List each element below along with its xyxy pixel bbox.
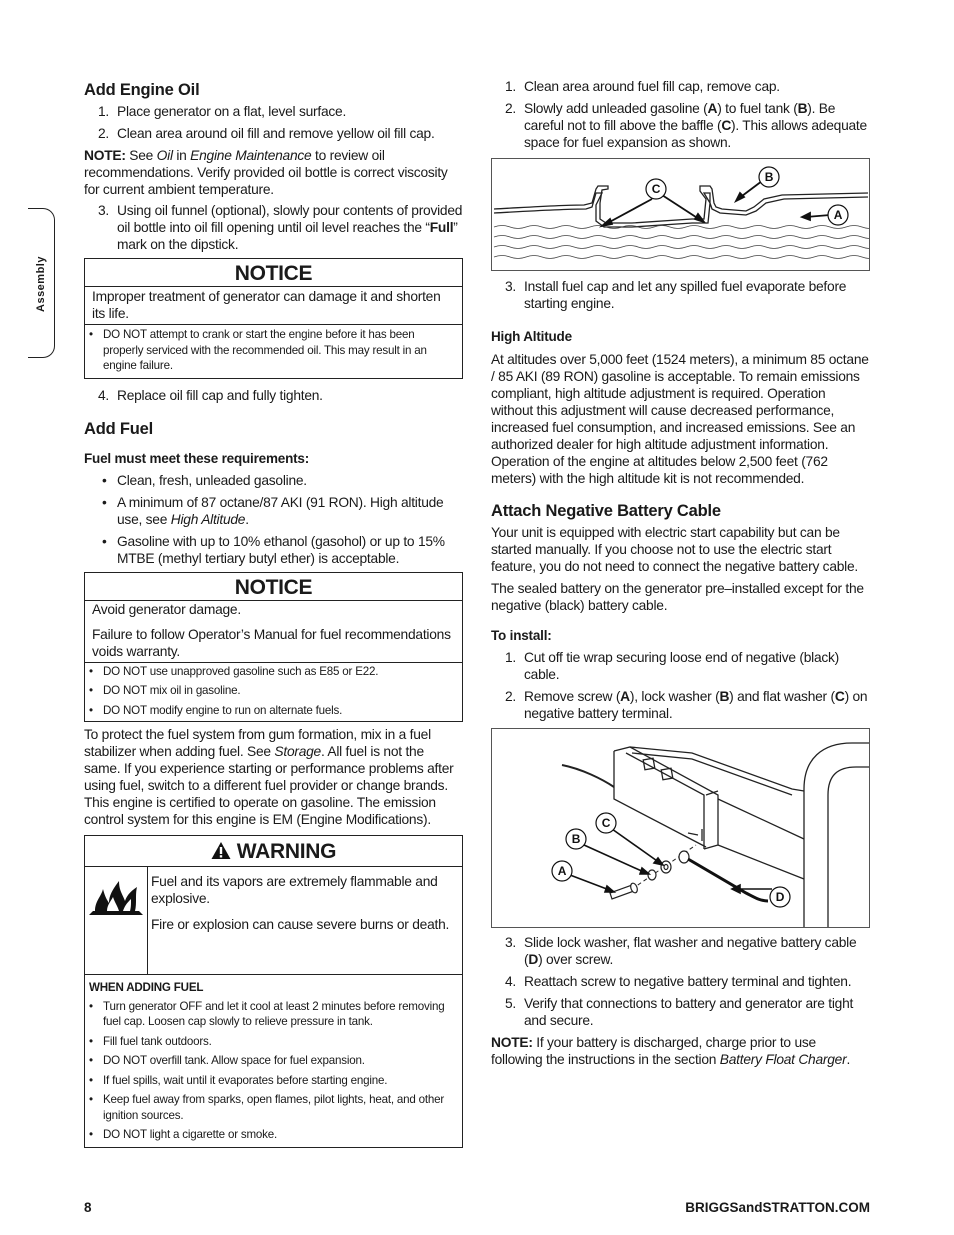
step-text: ) and flat washer ( xyxy=(729,689,835,704)
step-text: ” mark on the dipstick. xyxy=(117,220,458,252)
list-item: • Fill fuel tank outdoors. xyxy=(89,1034,212,1048)
step-text: Slowly add unleaded gasoline ( xyxy=(524,101,708,116)
step-number: 3. xyxy=(98,203,110,218)
bullet-text: Fill fuel tank outdoors. xyxy=(103,1034,212,1048)
bullet-text: Turn generator OFF and let it cool at least 2 minutes before removing fuel cap. Loosen cap slowly to relieve pressure in tank. xyxy=(103,999,445,1028)
callout-c: C xyxy=(651,182,661,196)
step-bold: C xyxy=(721,118,732,133)
note-ref: Engine Maintenance xyxy=(190,148,312,163)
step-text: ). This allows adequate space for fuel expansion as shown. xyxy=(524,118,867,150)
hazard-text xyxy=(148,867,462,974)
list-item: • If fuel spills, wait until it evaporates before starting engine. xyxy=(89,1073,388,1087)
notice-message-line: Avoid generator damage. xyxy=(92,601,241,617)
bullet-text: Gasoline with up to 10% ethanol (gasohol) or up to 15% MTBE (methyl tertiary butyl ether) is acceptable. xyxy=(117,533,445,566)
notice-message xyxy=(85,601,462,663)
callout-d: D xyxy=(775,890,785,904)
note-label: NOTE: xyxy=(84,148,126,163)
list-item xyxy=(491,995,870,1029)
callout-a: A xyxy=(833,208,843,222)
list-item: • DO NOT modify engine to run on alternate fuels. xyxy=(89,703,343,717)
step-bold: A xyxy=(707,101,718,116)
warning-bullets xyxy=(85,999,462,1147)
step-number: 1. xyxy=(505,79,517,94)
fuel-tank-figure xyxy=(491,158,870,271)
step-text: ) over screw. xyxy=(538,952,614,967)
warning-subheading: WHEN ADDING FUEL xyxy=(89,981,204,994)
notice-message: Improper treatment of generator can damage it and shorten its life. xyxy=(85,287,462,325)
step-text: Place generator on a flat, level surface. xyxy=(117,104,347,119)
bullet-text: DO NOT use unapproved gasoline such as E85 or E22. xyxy=(103,664,379,678)
step-number: 3. xyxy=(505,935,517,950)
list-item xyxy=(491,688,870,722)
list-item xyxy=(491,100,870,151)
bullet-text: . xyxy=(245,511,249,527)
website-footer: BRIGGSandSTRATTON.COM xyxy=(685,1200,870,1215)
step-bold: B xyxy=(797,101,808,116)
battery-figure xyxy=(491,728,870,928)
battery-note xyxy=(491,1034,870,1068)
list-item xyxy=(84,103,463,120)
step-number: 4. xyxy=(505,974,517,989)
step-bold: Full xyxy=(429,220,454,235)
step-number: 1. xyxy=(98,104,110,119)
oil-steps xyxy=(84,103,463,142)
list-item xyxy=(491,973,870,990)
step-text: ), lock washer ( xyxy=(629,689,720,704)
fuel-requirements-heading: Fuel must meet these requirements: xyxy=(84,450,310,466)
list-item xyxy=(84,125,463,142)
notice-bullets xyxy=(85,325,462,378)
high-altitude-heading: High Altitude xyxy=(491,329,572,344)
step-number: 4. xyxy=(98,387,110,403)
list-item: • Clean, fresh, unleaded gasoline. xyxy=(102,472,307,488)
step-bold: D xyxy=(528,952,539,967)
notice-title: NOTICE xyxy=(85,259,462,287)
hazard-explosion-text: Fire or explosion can cause severe burns or death. xyxy=(151,917,450,932)
oil-note xyxy=(84,147,463,198)
battery-paragraph-1: Your unit is equipped with electric start capability but can be started manually. If you choose not to use the electric start feature, you do not need to connect the negative battery cable. xyxy=(491,525,858,574)
left-column xyxy=(84,78,463,1148)
step-number: 5. xyxy=(505,996,517,1011)
callout-a: A xyxy=(557,864,567,878)
note-text: to review oil recommendations. Verify provided oil bottle is correct viscosity for current ambient temperature. xyxy=(84,148,448,197)
note-text: See xyxy=(125,148,157,163)
bullet-text: Keep fuel away from sparks, open flames, pilot lights, heat, and other ignition sources. xyxy=(103,1093,445,1122)
list-item: • DO NOT use unapproved gasoline such as E85 or E22. xyxy=(89,664,379,678)
notice-message-line: Failure to follow Operator’s Manual for fuel recommendations voids warranty. xyxy=(92,626,451,659)
step-number: 2. xyxy=(98,126,110,141)
right-column xyxy=(491,78,870,1068)
step-text: Clean area around fuel fill cap, remove cap. xyxy=(524,79,780,94)
list-item: • DO NOT light a cigarette or smoke. xyxy=(89,1128,278,1141)
note-label: NOTE: xyxy=(491,1035,533,1050)
para-ref: Storage xyxy=(274,744,321,759)
notice-title: NOTICE xyxy=(85,573,462,601)
step-number: 2. xyxy=(505,101,517,116)
note-text: . xyxy=(846,1052,851,1067)
warning-box xyxy=(84,835,463,1148)
step-text: Replace oil fill cap and fully tighten. xyxy=(117,387,323,403)
bullet-text: DO NOT mix oil in gasoline. xyxy=(103,684,241,697)
fuel-step-3 xyxy=(491,278,870,312)
warning-title: WARNING xyxy=(236,840,337,863)
bullet-text: Clean, fresh, unleaded gasoline. xyxy=(117,472,307,488)
step-text: Verify that connections to battery and generator are tight and secure. xyxy=(524,996,854,1028)
note-ref: Oil xyxy=(156,148,173,163)
callout-b: B xyxy=(571,832,581,846)
step-text: Remove screw ( xyxy=(524,689,621,704)
bullet-text: DO NOT light a cigarette or smoke. xyxy=(103,1128,278,1141)
install-steps-continued xyxy=(491,934,870,1029)
hazard-icons xyxy=(85,867,148,974)
fuel-requirements xyxy=(84,472,463,567)
to-install-heading: To install: xyxy=(491,628,552,643)
step-text: Install fuel cap and let any spilled fuel evaporate before starting engine. xyxy=(524,279,847,311)
fuel-tank-diagram xyxy=(492,159,869,270)
list-item xyxy=(491,78,870,95)
list-item: • Gasoline with up to 10% ethanol (gasohol) or up to 15% MTBE (methyl tertiary butyl ether) is acceptable. xyxy=(102,533,445,566)
list-item: • DO NOT mix oil in gasoline. xyxy=(89,684,241,697)
list-item xyxy=(491,278,870,312)
step-number: 3. xyxy=(505,279,517,294)
step-text: Clean area around oil fill and remove yellow oil fill cap. xyxy=(117,126,435,141)
bullet-text: A minimum of 87 octane/87 AKI (91 RON). High altitude use, see xyxy=(117,494,444,527)
add-engine-oil-heading: Add Engine Oil xyxy=(84,81,200,99)
bullet-ref: High Altitude xyxy=(170,511,246,527)
bullet-text: If fuel spills, wait until it evaporates before starting engine. xyxy=(103,1073,388,1087)
note-text: in xyxy=(172,148,191,163)
step-bold: A xyxy=(620,689,630,704)
bullet-text: DO NOT attempt to crank or start the engine before it has been properly serviced with the recommended oil. This may result in an engine failure. xyxy=(103,328,427,372)
step-text: Slide lock washer, flat washer and negative battery cable ( xyxy=(524,935,857,967)
step-bold: C xyxy=(834,689,845,704)
list-item: • Keep fuel away from sparks, open flames, pilot lights, heat, and other ignition sources. xyxy=(89,1093,445,1122)
page-number: 8 xyxy=(84,1200,92,1215)
list-item: • A minimum of 87 octane/87 AKI (91 RON). High altitude use, see High Altitude. xyxy=(102,494,444,527)
list-item xyxy=(491,649,870,683)
oil-step-3 xyxy=(84,202,463,253)
note-text: If your battery is discharged, charge prior to use following the instructions in the section xyxy=(491,1035,816,1067)
battery-terminal-diagram xyxy=(492,729,869,927)
battery-paragraph-2: The sealed battery on the generator pre–installed except for the negative (black) battery cable. xyxy=(491,581,864,613)
hazard-flammable-text: Fuel and its vapors are extremely flammable and explosive. xyxy=(151,874,438,906)
warning-triangle-icon xyxy=(211,841,231,860)
notice-box-oil xyxy=(84,258,463,379)
section-tab-label: Assembly xyxy=(35,256,47,312)
step-text: ) on negative battery terminal. xyxy=(524,689,868,721)
battery-cable-heading: Attach Negative Battery Cable xyxy=(491,502,721,520)
warning-hazards xyxy=(85,867,462,975)
step-bold: B xyxy=(719,689,730,704)
stabilizer-paragraph xyxy=(84,726,463,828)
note-ref: Battery Float Charger xyxy=(719,1052,847,1067)
list-item xyxy=(491,934,870,968)
list-item xyxy=(84,387,463,404)
step-number: 1. xyxy=(505,650,517,665)
fuel-steps xyxy=(491,78,870,151)
list-item xyxy=(84,202,463,253)
bullet-text: DO NOT modify engine to run on alternate fuels. xyxy=(103,703,343,717)
step-text: Using oil funnel (optional), slowly pour contents of provided oil bottle into oil fill opening until oil level reaches the “ xyxy=(117,203,463,235)
step-number: 2. xyxy=(505,689,517,704)
warning-header xyxy=(85,836,462,867)
list-item: • Turn generator OFF and let it cool at least 2 minutes before removing fuel cap. Loosen cap slowly to relieve pressure in tank. xyxy=(89,999,445,1028)
callout-b: B xyxy=(764,170,774,184)
callout-c: C xyxy=(601,816,611,830)
notice-box-fuel xyxy=(84,572,463,723)
oil-step-4 xyxy=(84,387,463,404)
add-fuel-heading: Add Fuel xyxy=(84,419,153,438)
list-item: • DO NOT attempt to crank or start the engine before it has been properly serviced with the recommended oil. This may result in an engine failure. xyxy=(89,328,427,372)
step-text: ) to fuel tank ( xyxy=(717,101,798,116)
para-text: . All fuel is not the same. If you experience starting or performance problems after using fuel, switch to a different fuel provider or change brands. This engine is certified to operate on gasoline. The emission control system for this engine is EM (Engine Modifications). xyxy=(84,744,454,827)
fire-hazard-icon xyxy=(85,867,147,970)
step-text: Reattach screw to negative battery terminal and tighten. xyxy=(524,974,852,989)
para-text: To protect the fuel system from gum formation, mix in a fuel stabilizer when adding fuel. See xyxy=(84,727,431,759)
step-text: ). Be careful not to fill above the baffle ( xyxy=(524,101,836,133)
list-item: • DO NOT overfill tank. Allow space for fuel expansion. xyxy=(89,1054,365,1067)
high-altitude-paragraph: At altitudes over 5,000 feet (1524 meters), a minimum 85 octane / 85 AKI (89 RON) gasoline is acceptable. To remain emissions compliant, high altitude adjustment is required. Operation without this adjustment will cause decreased performance, increased fuel consumption, and increased emissions. See an authorized dealer for high altitude adjustment information. Operation of the engine at altitudes below 2,500 feet (762 meters) with the high altitude kit is not recommended. xyxy=(491,352,869,486)
step-text: Cut off tie wrap securing loose end of negative (black) cable. xyxy=(524,650,840,682)
notice-bullets xyxy=(85,663,462,722)
install-steps xyxy=(491,649,870,722)
bullet-text: DO NOT overfill tank. Allow space for fuel expansion. xyxy=(103,1054,365,1067)
